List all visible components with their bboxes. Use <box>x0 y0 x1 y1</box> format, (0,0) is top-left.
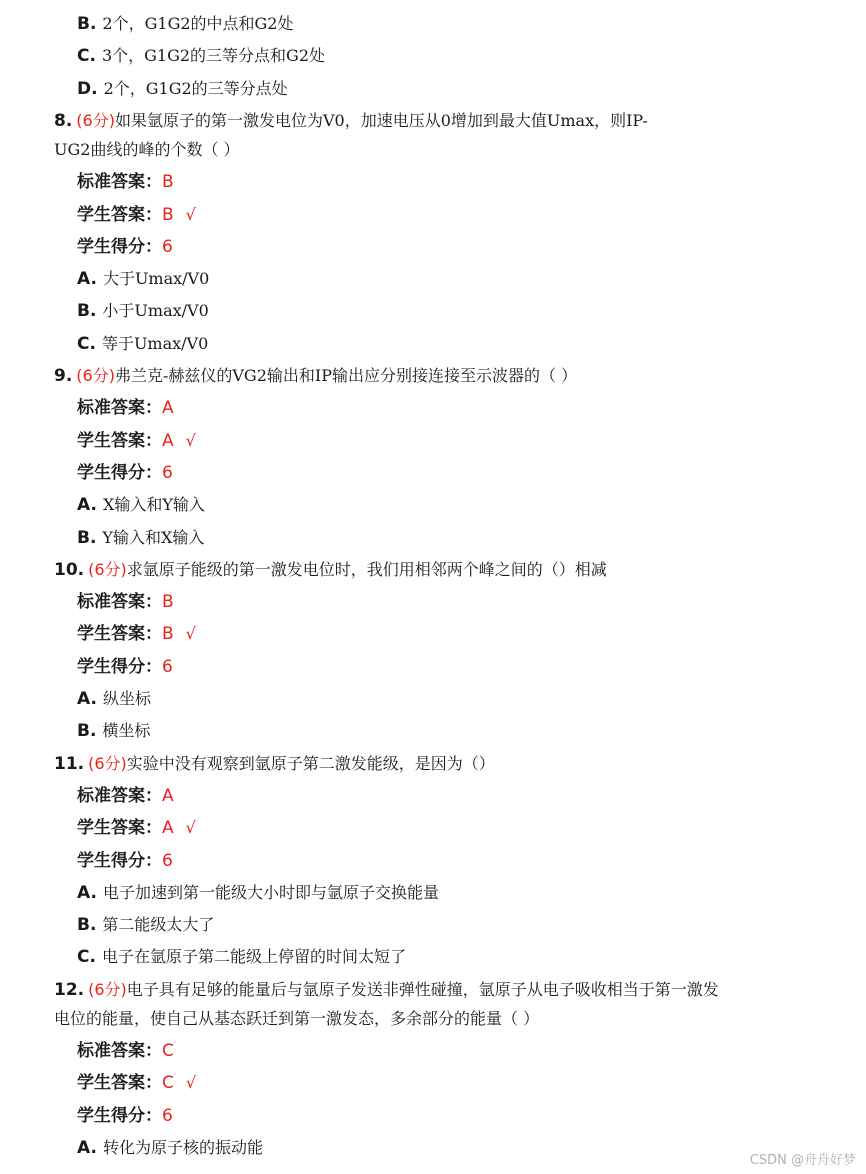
option-line <box>0 946 866 968</box>
standard-answer-value: A <box>162 398 174 419</box>
question-title <box>0 979 866 1001</box>
student-score <box>0 462 866 484</box>
student-score <box>0 656 866 678</box>
option-line <box>0 494 866 516</box>
standard-answer-label: 标准答案： <box>77 1041 162 1061</box>
question-title <box>0 110 866 132</box>
question-number: 8. <box>54 110 73 131</box>
student-answer-label: 学生答案： <box>77 1073 162 1094</box>
option-letter: C. <box>77 46 96 67</box>
check-icon: √ <box>185 430 196 450</box>
check-icon: √ <box>185 818 196 838</box>
option-text: 大于Umax/V0 <box>102 269 210 289</box>
student-score <box>0 1105 866 1127</box>
question-number: 10. <box>54 559 85 580</box>
question-text: 电位的能量，使自己从基态跃迁到第一激发态，多余部分的能量（ ） <box>54 1008 540 1028</box>
student-score <box>0 236 866 258</box>
option-line <box>0 78 866 100</box>
student-answer-value: B <box>162 624 174 645</box>
option-letter: C. <box>77 947 96 968</box>
option-text: 小于Umax/V0 <box>102 301 209 321</box>
student-score-value: 6 <box>162 850 173 871</box>
standard-answer <box>0 171 866 193</box>
option-letter: D. <box>77 78 98 99</box>
option-line <box>0 914 866 936</box>
option-letter: A. <box>77 882 97 903</box>
question-title-continued <box>0 139 866 161</box>
option-text: 电子加速到第一能级大小时即与氩原子交换能量 <box>102 882 439 902</box>
option-text: 转化为原子核的振动能 <box>102 1137 263 1157</box>
standard-answer-label: 标准答案： <box>77 398 162 419</box>
student-score-value: 6 <box>162 236 173 257</box>
student-score-value: 6 <box>162 1105 173 1126</box>
student-score <box>0 850 866 872</box>
question-score: (6分) <box>88 559 127 579</box>
option-text: X输入和Y输入 <box>102 495 205 515</box>
student-score-label: 学生得分： <box>77 656 162 677</box>
student-answer-value: B <box>162 204 174 225</box>
student-answer <box>0 623 866 645</box>
standard-answer <box>0 785 866 807</box>
option-line <box>0 1137 866 1159</box>
student-answer <box>0 204 866 226</box>
option-line <box>0 688 866 710</box>
option-letter: C. <box>77 333 96 354</box>
student-answer-value: C <box>162 1073 174 1094</box>
question-text: 如果氩原子的第一激发电位为V0，加速电压从0增加到最大值Umax，则IP- <box>114 110 648 130</box>
question-text: 电子具有足够的能量后与氩原子发送非弹性碰撞，氩原子从电子吸收相当于第一激发 <box>126 979 719 999</box>
option-text: Y输入和X输入 <box>102 527 205 547</box>
option-text: 纵坐标 <box>102 689 151 708</box>
standard-answer-value: B <box>162 592 174 613</box>
standard-answer <box>0 591 866 613</box>
question-score: (6分) <box>76 366 115 385</box>
student-answer <box>0 430 866 452</box>
standard-answer-label: 标准答案： <box>77 172 162 193</box>
watermark: CSDN @舟舟好梦 <box>749 1153 856 1168</box>
question-number: 9. <box>54 366 73 386</box>
option-letter: A. <box>77 689 97 709</box>
student-answer-label: 学生答案： <box>77 624 162 645</box>
option-letter: B. <box>77 14 97 34</box>
option-text: 电子在氩原子第二能级上停留的时间太短了 <box>101 947 406 967</box>
question-text: 实验中没有观察到氩原子第二激发能级，是因为（） <box>126 753 495 773</box>
question-number: 11. <box>54 753 85 774</box>
standard-answer <box>0 397 866 419</box>
option-letter: A. <box>77 269 97 290</box>
option-letter: A. <box>77 1137 97 1158</box>
option-text: 3个，G1G2的三等分点和G2处 <box>101 46 326 66</box>
question-title <box>0 559 866 581</box>
question-text: 求氩原子能级的第一激发电位时，我们用相邻两个峰之间的（）相减 <box>126 559 607 579</box>
student-answer-value: A <box>162 430 174 451</box>
option-letter: B. <box>77 915 97 936</box>
student-score-label: 学生得分： <box>77 462 162 483</box>
option-text: 2个，G1G2的三等分点处 <box>103 78 288 98</box>
question-score: (6分) <box>88 753 127 773</box>
student-score-value: 6 <box>162 656 173 677</box>
question-score: (6分) <box>76 110 115 130</box>
option-letter: A. <box>77 495 97 516</box>
student-answer-value: A <box>162 818 174 839</box>
standard-answer-label: 标准答案： <box>77 592 162 613</box>
student-answer <box>0 817 866 839</box>
standard-answer-value: C <box>162 1041 174 1061</box>
option-text: 横坐标 <box>102 721 151 741</box>
question-text: 弗兰克-赫兹仪的VG2输出和IP输出应分别接连接至示波器的（ ） <box>114 366 578 385</box>
standard-answer-value: A <box>162 785 174 806</box>
student-score-value: 6 <box>162 462 173 483</box>
check-icon: √ <box>185 624 196 644</box>
student-score-label: 学生得分： <box>77 236 162 257</box>
student-score-label: 学生得分： <box>77 1105 162 1126</box>
standard-answer-label: 标准答案： <box>77 785 162 806</box>
question-score: (6分) <box>88 979 127 999</box>
option-line <box>0 300 866 322</box>
option-line <box>0 720 866 742</box>
option-text: 第二能级太大了 <box>102 915 215 935</box>
option-line <box>0 268 866 290</box>
option-line <box>0 882 866 904</box>
question-title <box>0 365 866 387</box>
option-text: 2个，G1G2的中点和G2处 <box>102 14 294 33</box>
question-text: UG2曲线的峰的个数（ ） <box>54 139 240 159</box>
option-letter: B. <box>77 301 97 322</box>
option-letter: B. <box>77 527 97 548</box>
option-line <box>0 13 866 35</box>
student-answer <box>0 1072 866 1094</box>
standard-answer <box>0 1040 866 1062</box>
student-answer-label: 学生答案： <box>77 430 162 451</box>
check-icon: √ <box>185 1073 197 1093</box>
standard-answer-value: B <box>162 172 174 193</box>
student-answer-label: 学生答案： <box>77 204 162 225</box>
question-number: 12. <box>54 979 85 1000</box>
option-line <box>0 333 866 355</box>
student-score-label: 学生得分： <box>77 850 162 871</box>
student-answer-label: 学生答案： <box>77 818 162 839</box>
question-title-continued <box>0 1008 866 1030</box>
option-line <box>0 45 866 67</box>
option-letter: B. <box>77 721 97 742</box>
option-text: 等于Umax/V0 <box>101 333 209 353</box>
option-line <box>0 527 866 549</box>
question-title <box>0 753 866 775</box>
check-icon: √ <box>185 204 196 224</box>
